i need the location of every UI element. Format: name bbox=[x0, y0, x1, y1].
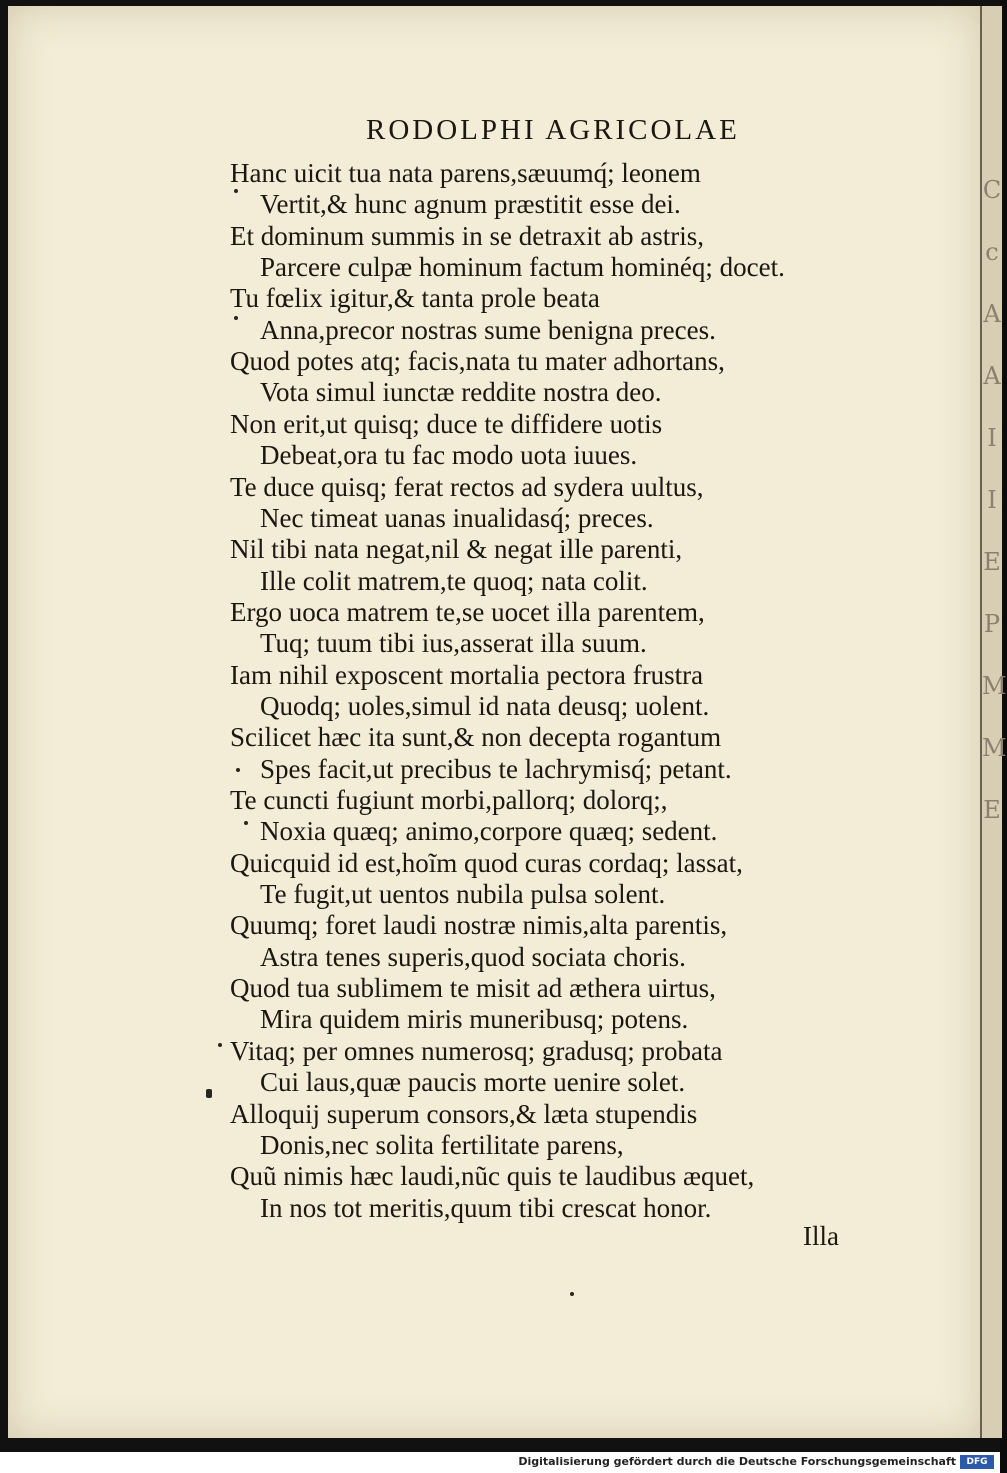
verse-line: Spes facit,ut precibus te lachrymisq́; petant. bbox=[260, 754, 732, 784]
running-head: RODOLPHI AGRICOLAE bbox=[366, 114, 740, 146]
verse-line: Anna,precor nostras sume benigna preces. bbox=[260, 315, 716, 345]
ink-speck bbox=[234, 189, 238, 193]
verse-line: Alloquij superum consors,& læta stupendis bbox=[230, 1099, 698, 1129]
edge-letter: P bbox=[983, 610, 1001, 638]
verse-line: Noxia quæq; animo,corpore quæq; sedent. bbox=[260, 816, 718, 846]
ink-speck bbox=[236, 768, 240, 772]
edge-letter: C bbox=[982, 176, 1002, 204]
verse-line: Quũ nimis hæc laudi,nũc quis te laudibus æquet, bbox=[230, 1161, 755, 1191]
verse-line: Iam nihil exposcent mortalia pectora frustra bbox=[230, 660, 704, 690]
ink-speck bbox=[234, 316, 238, 320]
edge-letter: I bbox=[987, 486, 997, 514]
verse-line: Donis,nec solita fertilitate parens, bbox=[260, 1130, 624, 1160]
verse-line: Ille colit matrem,te quoq; nata colit. bbox=[260, 566, 648, 596]
digitization-footer bbox=[0, 1452, 1000, 1473]
funding-credit: Digitalisierung gefördert durch die Deutsche Forschungsgemeinschaft bbox=[518, 1455, 956, 1468]
verse-line: Quicquid id est,hoĩm quod curas cordaq; lassat, bbox=[230, 848, 743, 878]
book-page bbox=[8, 6, 980, 1438]
ink-speck bbox=[206, 1089, 212, 1098]
edge-letter: E bbox=[983, 548, 1001, 576]
verse-line: Quod potes atq; facis,nata tu mater adhortans, bbox=[230, 346, 725, 376]
verse-line: Quod tua sublimem te misit ad æthera uirtus, bbox=[230, 973, 716, 1003]
verse-line: Quodq; uoles,simul id nata deusq; uolent. bbox=[260, 691, 710, 721]
edge-letter: A bbox=[983, 300, 1001, 328]
edge-letter: I bbox=[987, 424, 997, 452]
verse-line: Tuq; tuum tibi ius,asserat illa suum. bbox=[260, 628, 647, 658]
verse-line: Vertit,& hunc agnum præstitit esse dei. bbox=[260, 189, 681, 219]
verse-line: Vota simul iunctæ reddite nostra deo. bbox=[260, 377, 662, 407]
verse-line: Ergo uoca matrem te,se uocet illa parentem, bbox=[230, 597, 705, 627]
verse-line: Et dominum summis in se detraxit ab astris, bbox=[230, 221, 704, 251]
edge-letter: c bbox=[985, 238, 999, 266]
ink-speck bbox=[244, 821, 248, 825]
verse-line: Debeat,ora tu fac modo uota iuues. bbox=[260, 440, 638, 470]
verse-line: Te duce quisq; ferat rectos ad sydera uultus, bbox=[230, 472, 704, 502]
verse-line: Non erit,ut quisq; duce te diffidere uotis bbox=[230, 409, 663, 439]
verse-line: Parcere culpæ hominum factum hominéq; docet. bbox=[260, 252, 785, 282]
verse-line: Mira quidem miris muneribusq; potens. bbox=[260, 1004, 689, 1034]
edge-letter: M bbox=[982, 672, 1007, 700]
next-page-edge bbox=[980, 6, 1007, 1438]
verse-line: Nec timeat uanas inualidasq́; preces. bbox=[260, 503, 654, 533]
verse-line: Scilicet hæc ita sunt,& non decepta rogantum bbox=[230, 722, 722, 752]
verse-line: In nos tot meritis,quum tibi crescat honor. bbox=[260, 1193, 712, 1223]
catchword: Illa bbox=[803, 1221, 839, 1251]
verse-line: Nil tibi nata negat,nil & negat ille parenti, bbox=[230, 534, 683, 564]
dfg-logo: DFG bbox=[960, 1455, 994, 1469]
verse-line: Hanc uicit tua nata parens,sæuumq́; leonem bbox=[230, 158, 701, 188]
edge-letter: M bbox=[982, 734, 1007, 762]
verse-line: Quumq; foret laudi nostræ nimis,alta parentis, bbox=[230, 910, 728, 940]
verse-line: Astra tenes superis,quod sociata choris. bbox=[260, 942, 686, 972]
verse-line: Te cuncti fugiunt morbi,pallorq; dolorq;, bbox=[230, 785, 668, 815]
verse-line: Tu fœlix igitur,& tanta prole beata bbox=[230, 283, 600, 313]
ink-speck bbox=[218, 1043, 222, 1047]
verse-line: Vitaq; per omnes numerosq; gradusq; probata bbox=[230, 1036, 723, 1066]
edge-letter: E bbox=[983, 796, 1001, 824]
verse-line: Cui laus,quæ paucis morte uenire solet. bbox=[260, 1067, 686, 1097]
ink-speck bbox=[570, 1292, 574, 1296]
verse-line: Te fugit,ut uentos nubila pulsa solent. bbox=[260, 879, 666, 909]
edge-letter: A bbox=[983, 362, 1001, 390]
